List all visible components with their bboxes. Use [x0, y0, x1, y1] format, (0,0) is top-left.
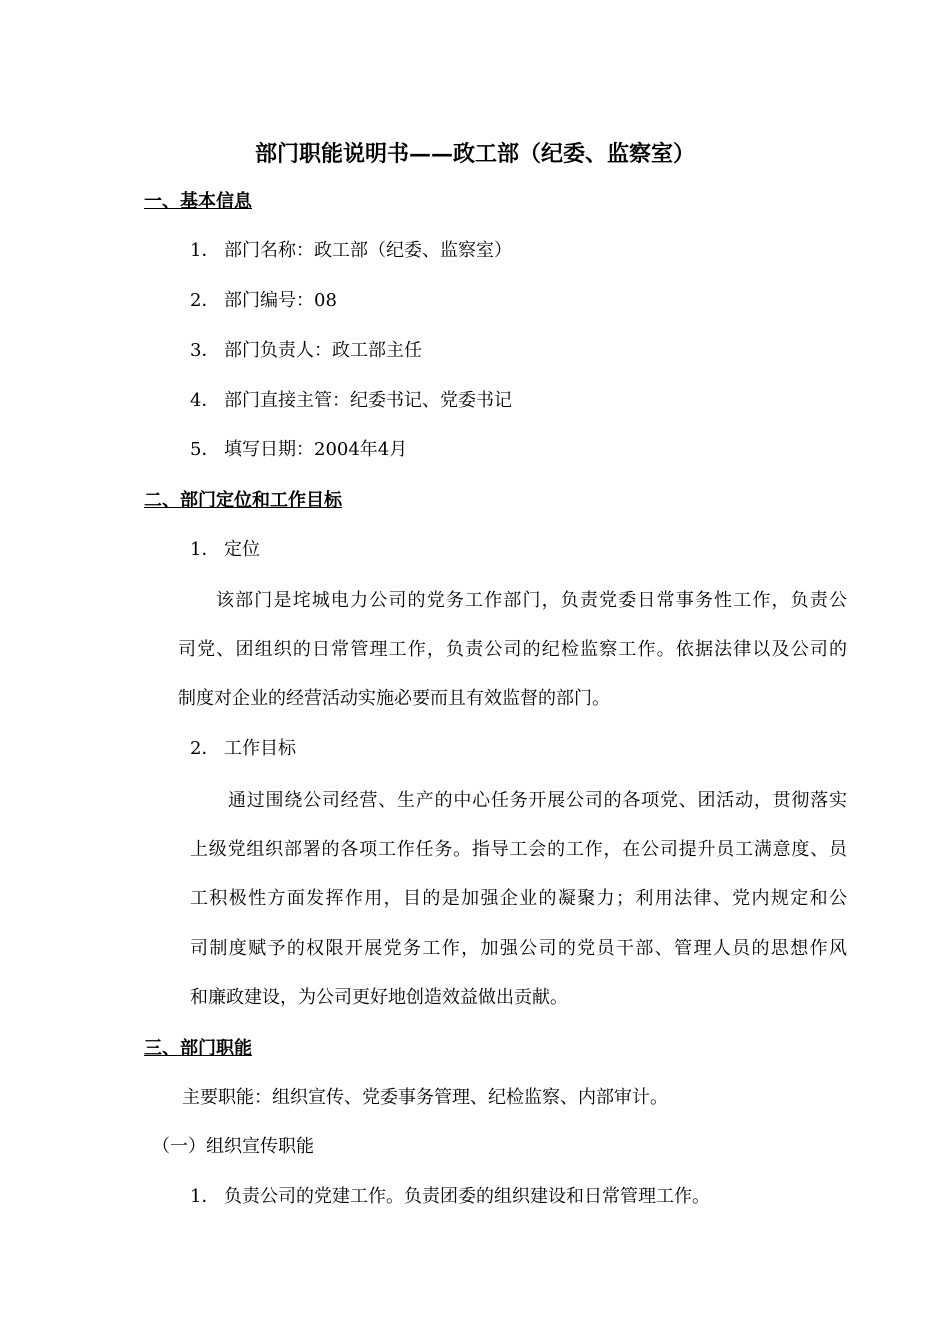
- list-item-text: 部门名称：政工部（纪委、监察室）: [224, 240, 512, 261]
- list-item-text: 部门直接主管：纪委书记、党委书记: [224, 390, 512, 411]
- list-item-number: 2．: [190, 738, 220, 759]
- list-item: [190, 439, 407, 461]
- section-heading-positioning-goals: 二、部门定位和工作目标: [144, 490, 342, 511]
- list-item-number: 5．: [190, 439, 220, 460]
- list-item-number: 2．: [190, 290, 220, 311]
- paragraph-line: 制度对企业的经营活动实施必要而且有效监督的部门。: [178, 688, 610, 709]
- paragraph-line-text: 该部门是垞城电力公司的党务工作部门，负责党委日常事务性工作，负责公: [216, 590, 847, 611]
- list-item: [190, 1186, 710, 1208]
- paragraph-line: [178, 639, 847, 661]
- paragraph-line: [190, 888, 847, 910]
- list-item-text: 填写日期：2004年4月: [224, 439, 408, 460]
- main-functions-text: 主要职能：组织宣传、党委事务管理、纪检监察、内部审计。: [182, 1087, 668, 1108]
- paragraph-line-text: 司党、团组织的日常管理工作，负责公司的纪检监察工作。依据法律以及公司的: [178, 639, 847, 660]
- section-heading-basic-info: 一、基本信息: [144, 191, 252, 212]
- list-item-text: 负责公司的党建工作。负责团委的组织建设和日常管理工作。: [224, 1186, 710, 1207]
- paragraph-line-text: 司制度赋予的权限开展党务工作，加强公司的党员干部、管理人员的思想作风: [190, 938, 847, 959]
- list-item: [190, 340, 422, 362]
- paragraph-line: [228, 790, 847, 812]
- paragraph-line: [190, 938, 847, 960]
- paragraph-line-text: 上级党组织部署的各项工作任务。指导工会的工作，在公司提升员工满意度、员: [190, 839, 847, 860]
- paragraph-line-text: 工积极性方面发挥作用，目的是加强企业的凝聚力；利用法律、党内规定和公: [190, 888, 847, 909]
- list-item-number: 1．: [190, 539, 220, 560]
- paragraph-line: [190, 839, 847, 861]
- list-item: [190, 240, 512, 262]
- paragraph-line: 和廉政建设，为公司更好地创造效益做出贡献。: [190, 987, 568, 1008]
- list-item-number: 1．: [190, 240, 220, 261]
- list-item: [190, 390, 512, 412]
- list-item-text: 部门负责人：政工部主任: [224, 340, 422, 361]
- subsection-label: 工作目标: [224, 738, 296, 759]
- list-item-text: 部门编号：08: [224, 290, 337, 311]
- subsection-heading-org-publicity: （一）组织宣传职能: [152, 1136, 314, 1157]
- subsection-label: 定位: [224, 539, 260, 560]
- section-heading-functions: 三、部门职能: [144, 1038, 252, 1059]
- list-item: [190, 290, 337, 312]
- list-item-number: 4．: [190, 390, 220, 411]
- list-item-number: 3．: [190, 340, 220, 361]
- list-item-number: 1．: [190, 1186, 220, 1207]
- subsection-goals: [190, 738, 296, 760]
- subsection-positioning: [190, 539, 260, 561]
- paragraph-line-text: 通过围绕公司经营、生产的中心任务开展公司的各项党、团活动，贯彻落实: [228, 790, 847, 811]
- page-title: 部门职能说明书——政工部（纪委、监察室）: [254, 141, 695, 167]
- paragraph-line: [216, 590, 847, 612]
